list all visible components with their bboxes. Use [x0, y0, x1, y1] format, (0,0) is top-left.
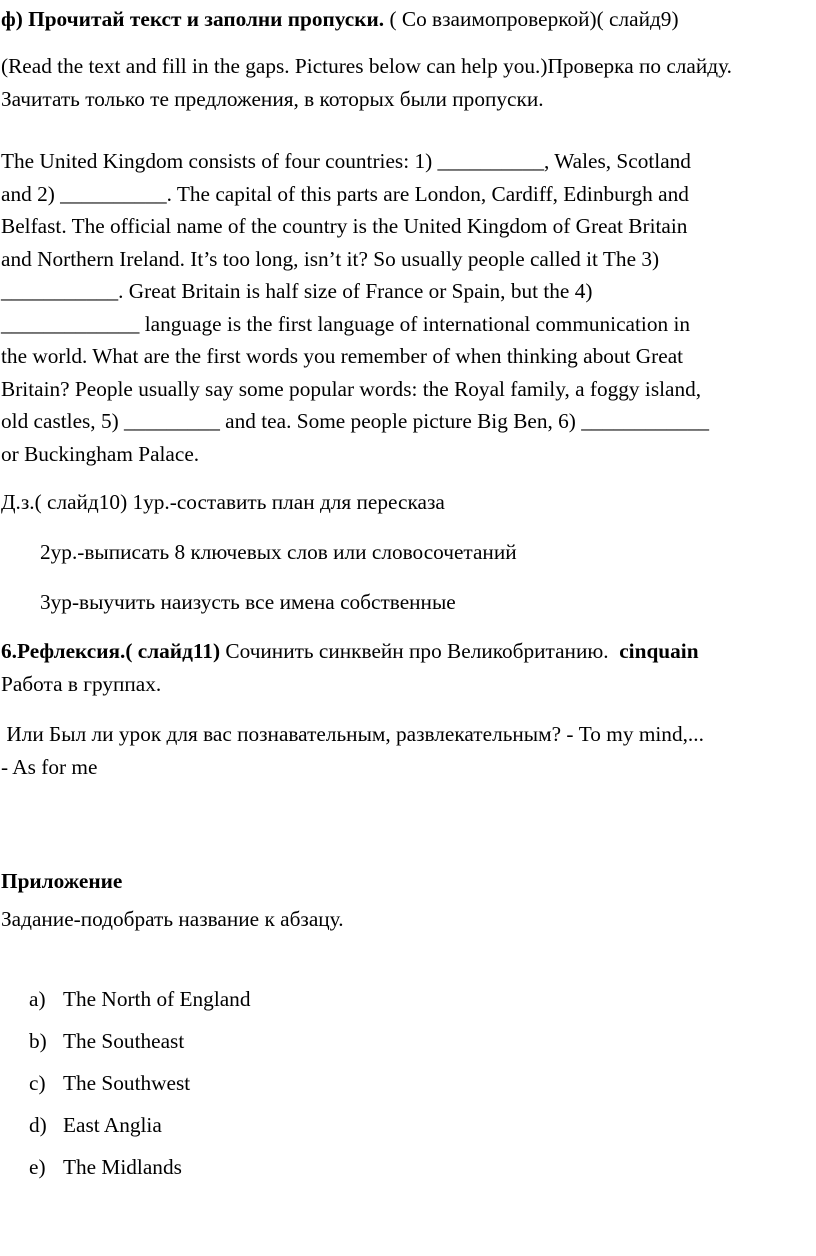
list-item-text: The Southwest: [63, 1071, 191, 1095]
question-line-1: Или Был ли урок для вас познавательным, развлекательным? - To my mind,...: [1, 722, 704, 746]
instruction-text: (Read the text and fill in the gaps. Pictures below can help you.)Проверка по слайду. Зачитать только те предложения, в которых были пропуски.: [1, 54, 732, 111]
passage-line: and Northern Ireland. It’s too long, isn’t it? So usually people called it The 3): [1, 246, 660, 271]
reflection-block: [1, 635, 813, 700]
question-line-2: - As for me: [1, 754, 98, 779]
passage-line: _____________ language is the first language of international communication in: [1, 311, 691, 336]
list-item-text: The North of England: [63, 987, 251, 1011]
list-item: [29, 1151, 250, 1193]
list-item: [29, 1109, 250, 1151]
passage-line: Britain? People usually say some popular words: the Royal family, a foggy island,: [1, 376, 702, 401]
list-item-letter: c): [29, 1071, 46, 1095]
list-item: [29, 983, 250, 1025]
task-heading: [1, 3, 813, 36]
list-item: [29, 1025, 250, 1067]
question-block: [1, 718, 813, 783]
reflection-line-1: [1, 635, 813, 668]
passage-line: Belfast. The official name of the country is the United Kingdom of Great Britain: [1, 214, 688, 238]
appendix-title-text: Приложение: [1, 869, 123, 893]
list-item-letter: e): [29, 1155, 46, 1179]
appendix-task: Задание-подобрать название к абзацу.: [1, 907, 344, 931]
reflection-keyword: cinquain: [619, 639, 699, 663]
passage-line: old castles, 5) _________ and tea. Some people picture Big Ben, 6) ____________: [1, 409, 709, 433]
passage-line: or Buckingham Palace.: [1, 441, 200, 466]
passage-line: ___________. Great Britain is half size of France or Spain, but the 4): [1, 279, 593, 303]
list-item-text: The Midlands: [63, 1155, 182, 1179]
reflection-line-2: Работа в группах.: [1, 671, 162, 696]
list-item-text: The Southeast: [63, 1029, 185, 1053]
list-item-letter: a): [29, 987, 46, 1011]
appendix-title: [1, 865, 813, 898]
passage-line: the world. What are the first words you remember of when thinking about Great: [1, 344, 684, 368]
task-heading-bold: ф) Прочитай текст и заполни пропуски.: [1, 7, 385, 31]
passage-line: The United Kingdom consists of four countries: 1) __________, Wales, Scotland: [1, 149, 691, 173]
homework-line-3: 3ур-выучить наизусть все имена собственные: [40, 590, 456, 614]
homework-line-1: Д.з.( слайд10) 1ур.-составить план для пересказа: [1, 490, 445, 514]
reflection-task: Сочинить синквейн про Великобританию.: [220, 639, 609, 663]
passage-line: and 2) __________. The capital of this parts are London, Cardiff, Edinburgh and: [1, 181, 689, 206]
list-item-letter: d): [29, 1113, 47, 1137]
list-item-letter: b): [29, 1029, 47, 1053]
reflection-heading: 6.Рефлексия.( слайд11): [1, 639, 221, 663]
passage: [1, 145, 813, 470]
list-item-text: East Anglia: [63, 1113, 162, 1137]
list-item: [29, 1067, 250, 1109]
task-heading-rest: ( Со взаимопроверкой)( слайд9): [384, 7, 679, 31]
paragraph-title-list: [29, 983, 250, 1193]
homework-line-2: 2ур.-выписать 8 ключевых слов или словосочетаний: [40, 540, 517, 564]
